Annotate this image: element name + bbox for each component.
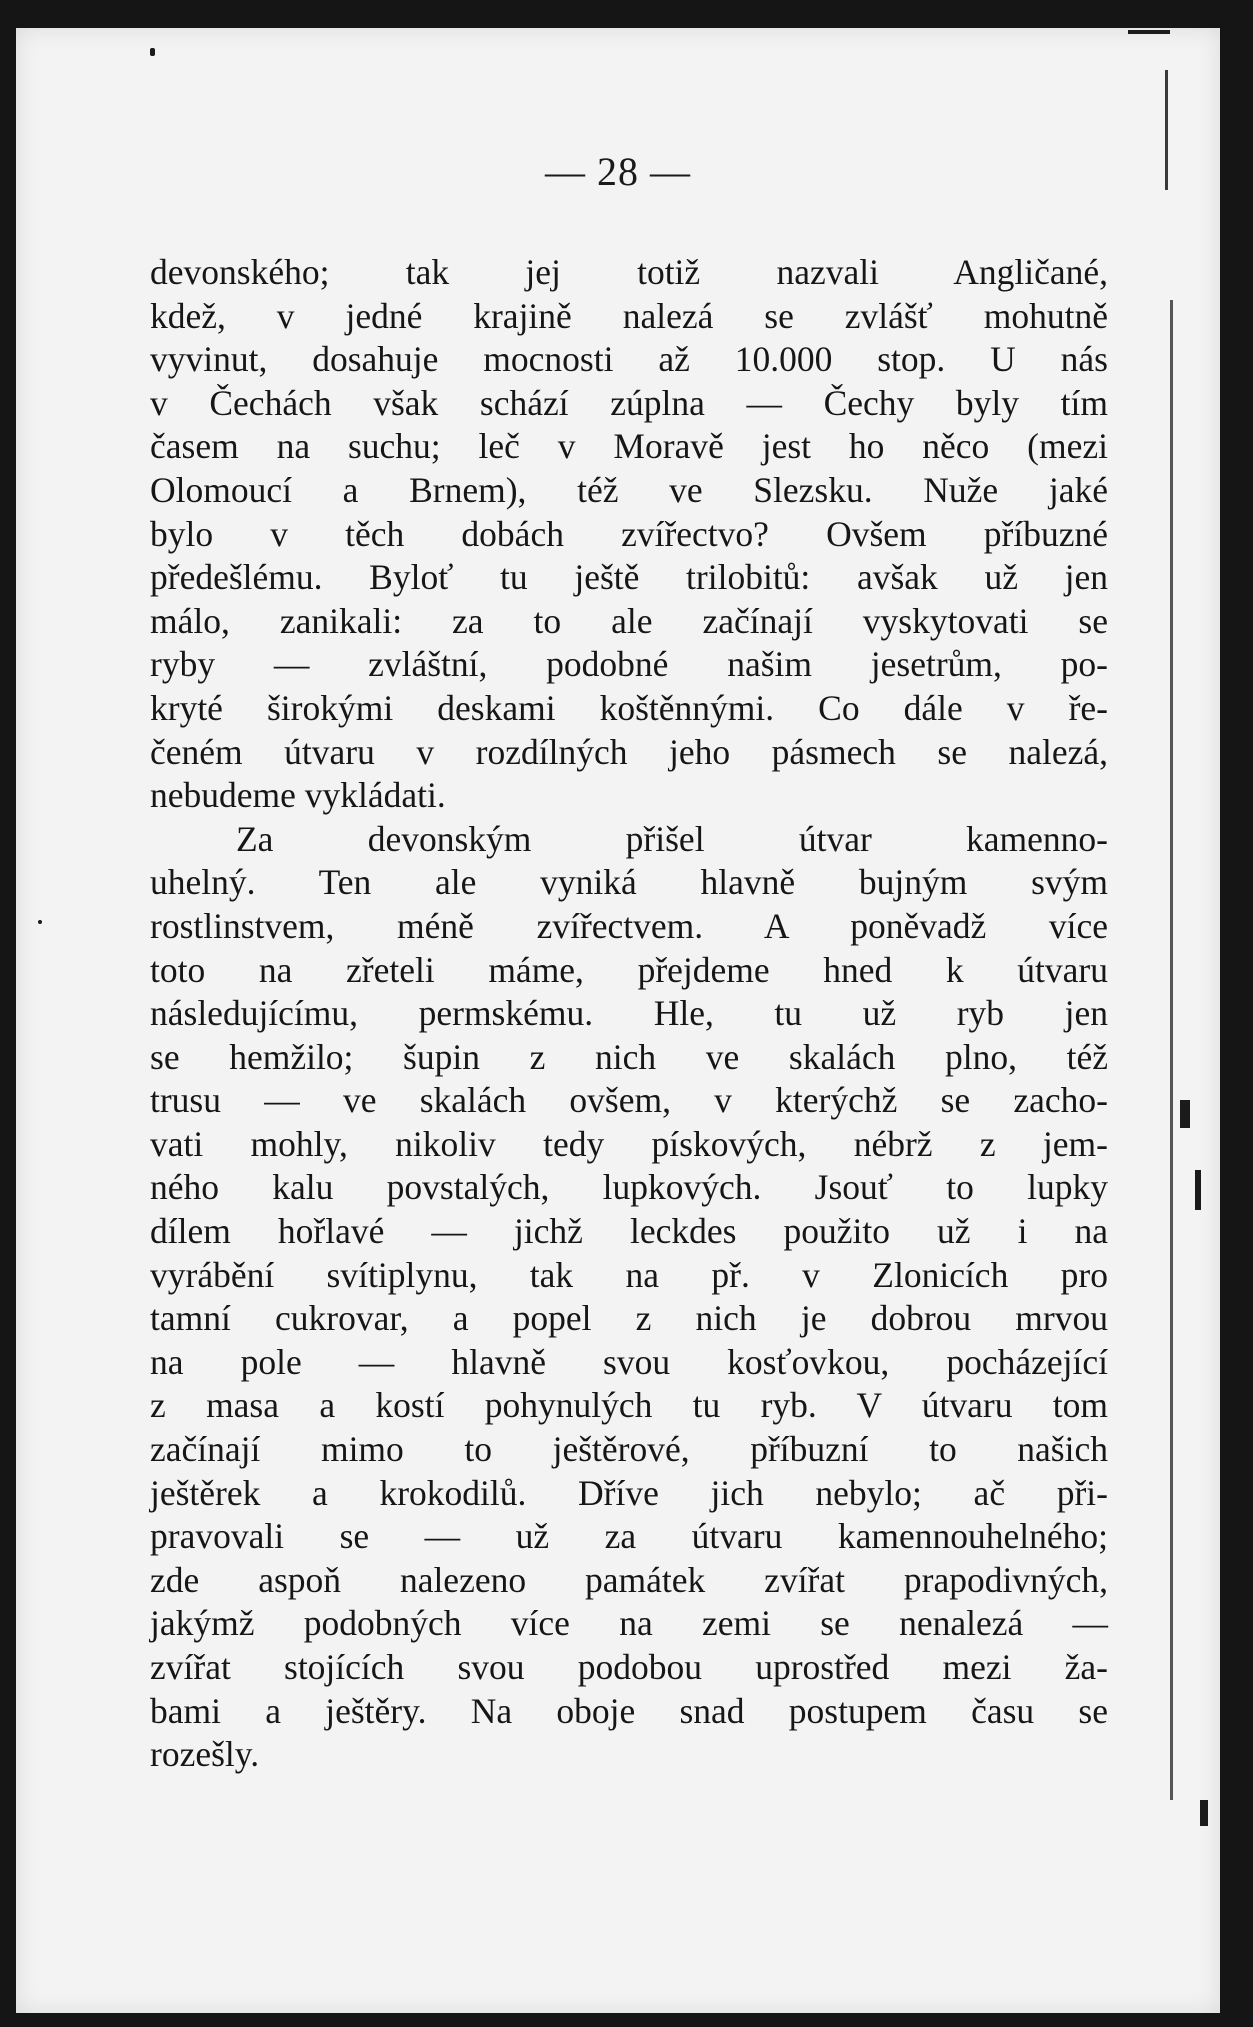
text-line: čeném útvaru v rozdílných jeho pásmech se nalezá,	[150, 731, 1108, 772]
text-line: nebudeme vykládati.	[150, 775, 446, 816]
scan-speck	[1200, 1800, 1208, 1826]
scan-speck	[1195, 1170, 1201, 1210]
scan-speck	[1180, 1100, 1190, 1128]
scan-speck	[38, 920, 42, 924]
text-line: jakýmž podobných více na zemi se nenalezá —	[150, 1603, 1108, 1644]
text-line: následujícímu, permskému. Hle, tu už ryb jen	[150, 993, 1108, 1034]
text-line: z masa a kostí pohynulých tu ryb. V útvaru tom	[150, 1385, 1108, 1426]
text-line: rostlinstvem, méně zvířectvem. A poněvadž více	[150, 905, 1108, 946]
text-line: ného kalu povstalých, lupkových. Jsouť to lupky	[150, 1167, 1108, 1208]
scan-edge-mark	[1165, 70, 1168, 190]
text-line: pravovali se — už za útvaru kamennouhelného;	[150, 1516, 1108, 1557]
text-line: kdež, v jedné krajině nalezá se zvlášť mohutně	[150, 295, 1108, 336]
text-line: tamní cukrovar, a popel z nich je dobrou mrvou	[150, 1298, 1108, 1339]
text-line: na pole — hlavně svou kosťovkou, pocházející	[150, 1341, 1108, 1382]
text-line: Olomoucí a Brnem), též ve Slezsku. Nuže jaké	[150, 469, 1108, 510]
text-line: vyvinut, dosahuje mocnosti až 10.000 stop. U nás	[150, 339, 1108, 380]
text-line: bami a ještěry. Na oboje snad postupem času se	[150, 1690, 1108, 1731]
text-line: se hemžilo; šupin z nich ve skalách plno, též	[150, 1036, 1108, 1077]
text-line: kryté širokými deskami koštěnnými. Co dále v ře-	[150, 687, 1108, 728]
text-line: ještěrek a krokodilů. Dříve jich nebylo; ač při-	[150, 1472, 1108, 1513]
text-line: toto na zřeteli máme, přejdeme hned k útvaru	[150, 949, 1108, 990]
text-line: dílem hořlavé — jichž leckdes použito už i na	[150, 1211, 1108, 1252]
text-line: Za devonským přišel útvar kamenno-	[236, 818, 1108, 859]
text-line: málo, zanikali: za to ale začínají vyskytovati se	[150, 600, 1108, 641]
body-text	[150, 251, 1108, 1777]
text-line: zde aspoň nalezeno památek zvířat prapodivných,	[150, 1559, 1108, 1600]
scan-speck	[1128, 30, 1170, 34]
scan-speck	[150, 48, 155, 56]
text-line: vyrábění svítiplynu, tak na př. v Zlonicích pro	[150, 1254, 1108, 1295]
scan-edge-mark	[1170, 300, 1173, 1800]
text-line: rozešly.	[150, 1734, 260, 1775]
book-page	[16, 28, 1220, 2013]
page-number: — 28 —	[545, 149, 691, 194]
text-line: devonského; tak jej totiž nazvali Angličané,	[150, 252, 1108, 292]
text-line: trusu — ve skalách ovšem, v kterýchž se zacho-	[150, 1080, 1108, 1121]
text-line: vati mohly, nikoliv tedy pískových, nébrž z jem-	[150, 1123, 1108, 1164]
text-line: předešlému. Byloť tu ještě trilobitů: avšak už jen	[150, 557, 1108, 598]
text-line: bylo v těch dobách zvířectvo? Ovšem příbuzné	[150, 513, 1108, 554]
text-line: zvířat stojících svou podobou uprostřed mezi ža-	[150, 1647, 1108, 1687]
text-line: začínají mimo to ještěrové, příbuzní to našich	[150, 1429, 1108, 1470]
text-line: ryby — zvláštní, podobné našim jesetrům, po-	[150, 644, 1108, 685]
text-line: časem na suchu; leč v Moravě jest ho něco (mezi	[150, 426, 1108, 467]
text-line: uhelný. Ten ale vyniká hlavně bujným svým	[150, 862, 1108, 903]
text-line: v Čechách však schází zúplna — Čechy byly tím	[150, 382, 1108, 423]
